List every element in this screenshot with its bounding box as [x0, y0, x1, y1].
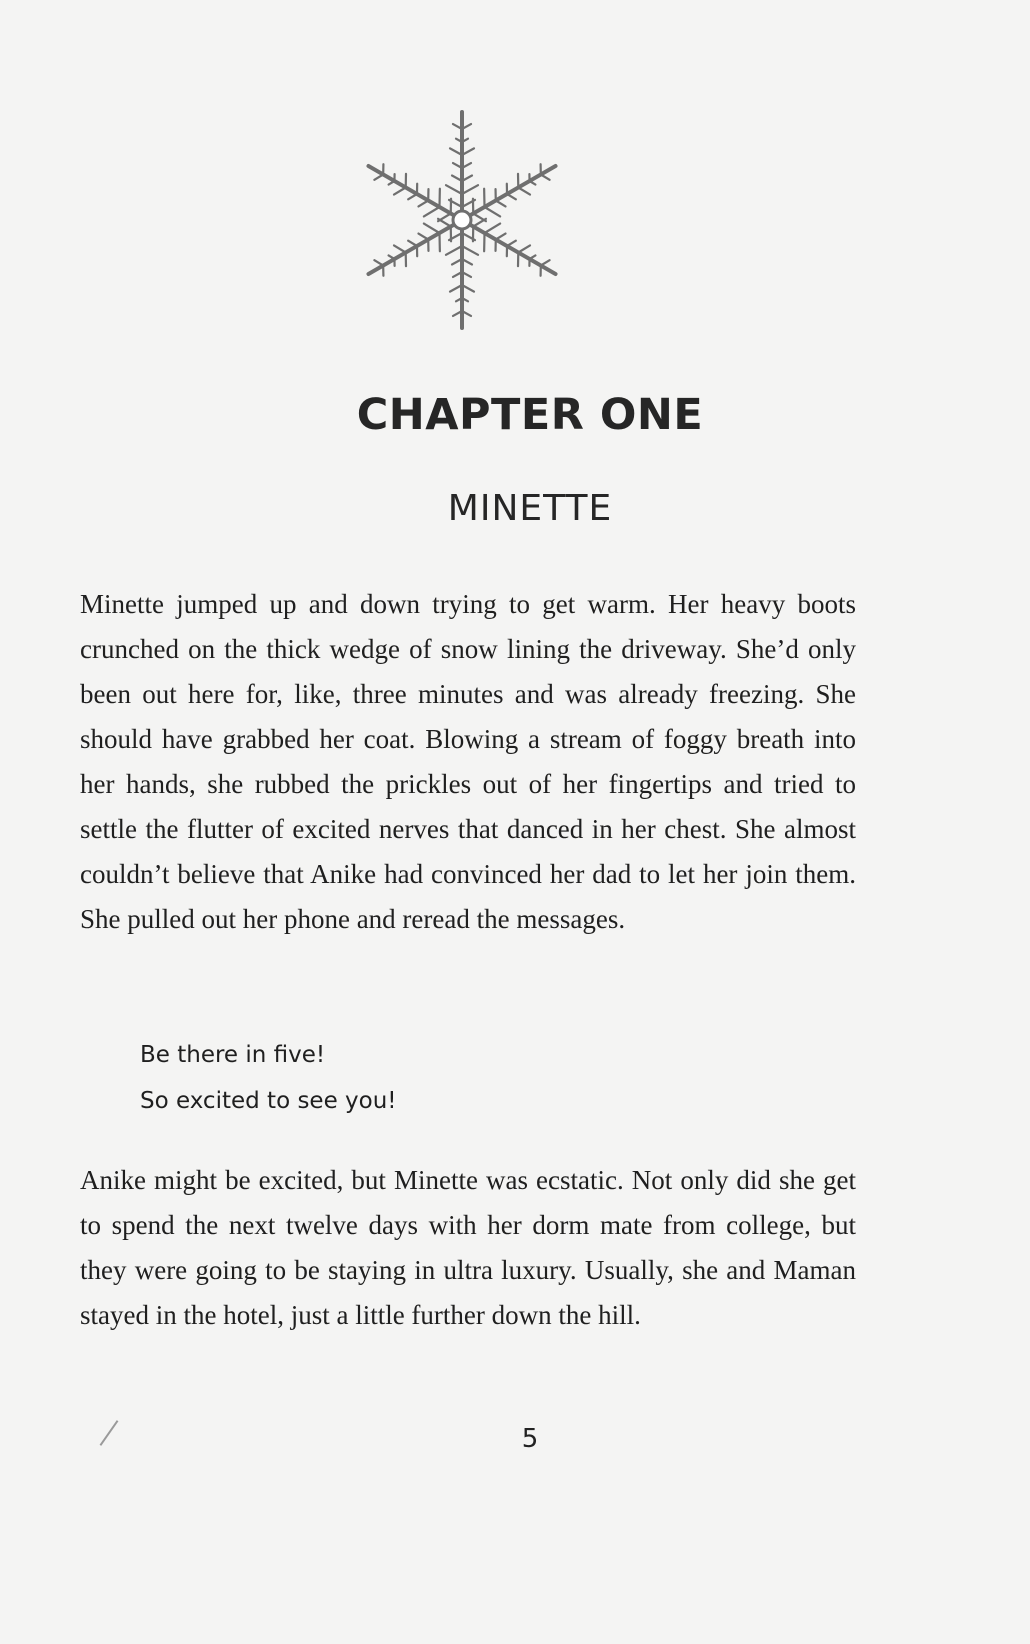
chapter-subtitle: MINETTE — [447, 488, 613, 529]
text-messages — [140, 1032, 397, 1124]
body-paragraph: Anike might be excited, but Minette was ecstatic. Not only did she get to spend the next twelve days with her dorm mate from college, but they were going to be staying in ultra luxury. Usually, she and Maman stayed in the hotel, just a little further down the hill. — [80, 1165, 856, 1330]
text-message: So excited to see you! — [140, 1088, 397, 1114]
page-number: 5 — [521, 1424, 539, 1454]
text-message: Be there in five! — [140, 1042, 326, 1068]
snowflake-icon — [355, 105, 570, 335]
body-paragraph: Minette jumped up and down trying to get warm. Her heavy boots crunched on the thick wedge of snow lining the driveway. She’d only been out here for, like, three minutes and was already freezing. She should have grabbed her coat. Blowing a stream of foggy breath into her hands, she rubbed the prickles out of her fingertips and tried to settle the flutter of excited nerves that danced in her chest. She almost couldn’t believe that Anike had convinced her dad to let her join them. She pulled out her phone and reread the messages. — [80, 589, 856, 934]
chapter-title: CHAPTER ONE — [356, 390, 704, 440]
